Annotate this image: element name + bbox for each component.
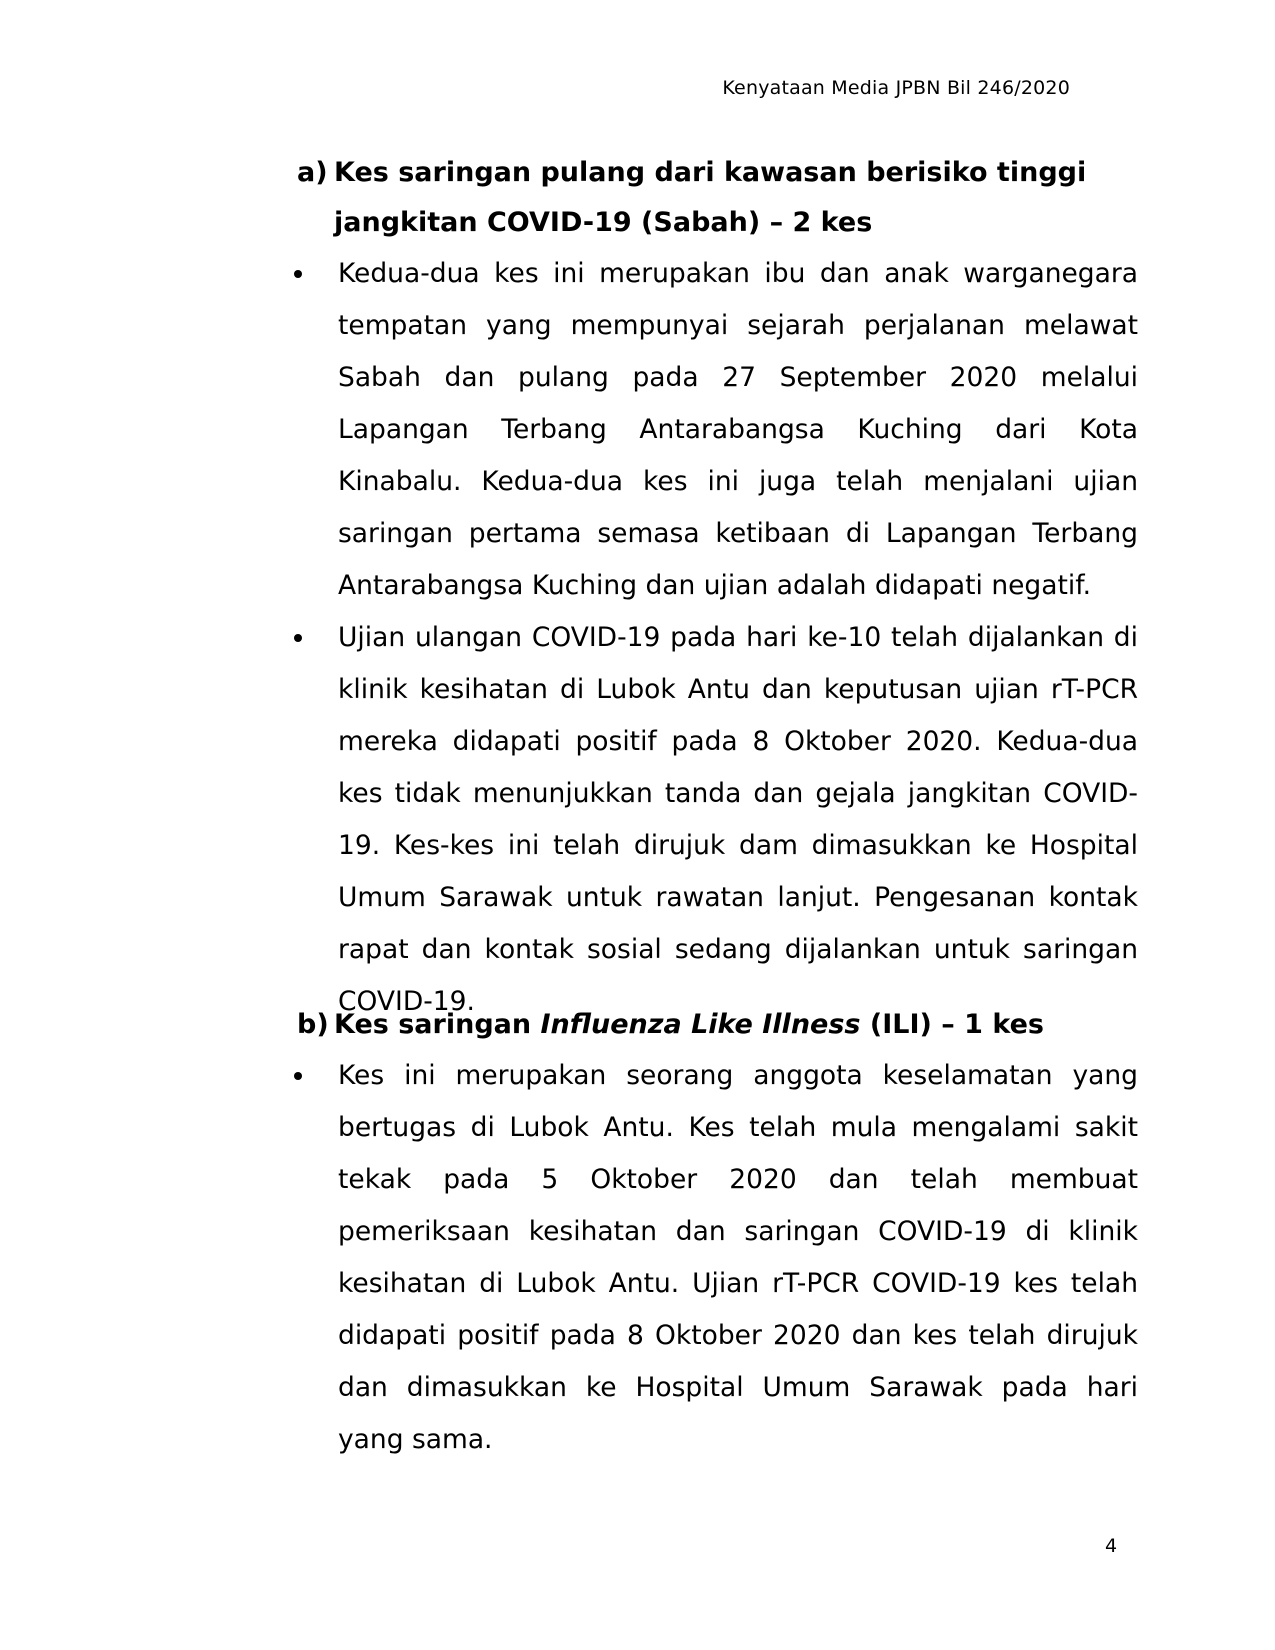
section-a-heading: [297, 148, 1117, 248]
section-a-title: Kes saringan pulang dari kawasan berisiko tinggi jangkitan COVID-19 (Sabah) – 2 kes: [334, 157, 1087, 238]
section-b: [0, 1000, 1275, 1466]
section-b-title-suffix: (ILI) – 1 kes: [860, 1009, 1044, 1040]
section-b-bullet-list: [0, 1050, 1275, 1466]
section-b-title-prefix: Kes saringan: [334, 1009, 541, 1040]
document-header: Kenyataan Media JPBN Bil 246/2020: [722, 77, 1070, 99]
section-b-marker: b): [297, 1009, 329, 1040]
bullet-text: Kes ini merupakan seorang anggota keselamatan yang bertugas di Lubok Antu. Kes telah mula mengalami sakit tekak pada 5 Oktober 2020 dan telah membuat pemeriksaan kesihatan dan saringan COVID-19 di klinik kesihatan di Lubok Antu. Ujian rT-PCR COVID-19 kes telah didapati positif pada 8 Oktober 2020 dan kes telah dirujuk dan dimasukkan ke Hospital Umum Sarawak pada hari yang sama.: [338, 1060, 1138, 1455]
section-a-bullet-list: [0, 248, 1275, 1028]
list-item: [338, 1050, 1138, 1466]
bullet-text: Ujian ulangan COVID-19 pada hari ke-10 telah dijalankan di klinik kesihatan di Lubok Antu dan keputusan ujian rT-PCR mereka didapati positif pada 8 Oktober 2020. Kedua-dua kes tidak menunjukkan tanda dan gejala jangkitan COVID-19. Kes-kes ini telah dirujuk dam dimasukkan ke Hospital Umum Sarawak untuk rawatan lanjut. Pengesanan kontak rapat dan kontak sosial sedang dijalankan untuk saringan COVID-19.: [338, 622, 1138, 1017]
page-number: 4: [1105, 1535, 1118, 1557]
list-item: [338, 248, 1138, 612]
bullet-icon: [294, 1072, 302, 1080]
bullet-icon: [294, 270, 302, 278]
section-b-heading: [297, 1000, 1117, 1050]
bullet-icon: [294, 634, 302, 642]
list-item: [338, 612, 1138, 1028]
section-a-marker: a): [297, 157, 328, 188]
section-b-title-italic: Influenza Like Illness: [540, 1009, 861, 1040]
bullet-text: Kedua-dua kes ini merupakan ibu dan anak warganegara tempatan yang mempunyai sejarah perjalanan melawat Sabah dan pulang pada 27 September 2020 melalui Lapangan Terbang Antarabangsa Kuching dari Kota Kinabalu. Kedua-dua kes ini juga telah menjalani ujian saringan pertama semasa ketibaan di Lapangan Terbang Antarabangsa Kuching dan ujian adalah didapati negatif.: [338, 258, 1138, 601]
section-b-title: [297, 1000, 1117, 1050]
section-a: [0, 148, 1275, 1028]
